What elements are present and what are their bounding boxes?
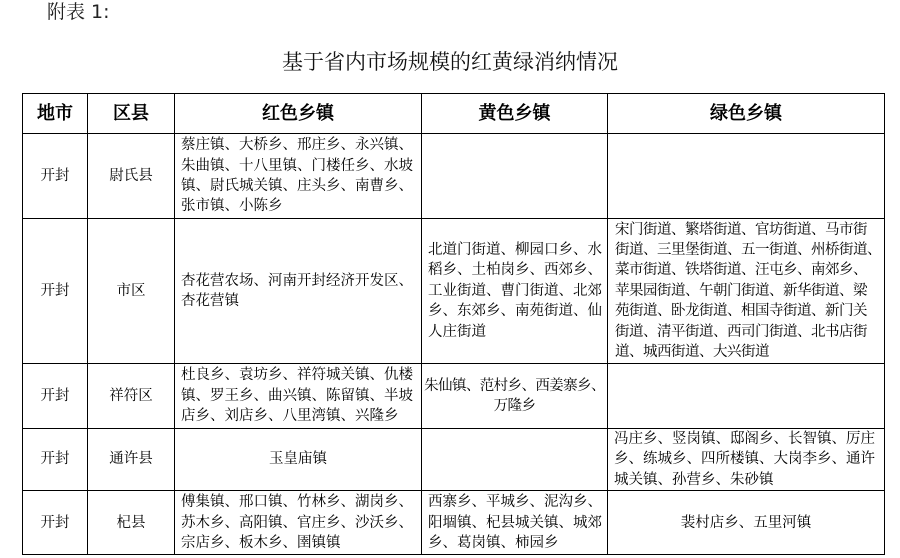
cell-city: 开封: [23, 134, 88, 219]
cell-green-towns: 裴村店乡、五里河镇: [608, 491, 885, 555]
cell-district: 杞县: [88, 491, 175, 555]
cell-red-towns: 杏花营农场、河南开封经济开发区、 杏花营镇: [175, 219, 422, 364]
table-row: [23, 219, 885, 364]
cell-yellow-towns: 朱仙镇、范村乡、西姜寨乡、 万隆乡: [422, 364, 608, 429]
header-green-towns: 绿色乡镇: [608, 94, 885, 134]
cell-red-towns: 蔡庄镇、大桥乡、邢庄乡、永兴镇、 朱曲镇、十八里镇、门楼任乡、水坡 镇、尉氏城关镇、庄头乡、南曹乡、 张市镇、小陈乡: [175, 134, 422, 219]
cell-yellow-towns: [422, 429, 608, 491]
table-row: [23, 364, 885, 429]
cell-district: 通许县: [88, 429, 175, 491]
cell-district: 市区: [88, 219, 175, 364]
header-row: [23, 94, 885, 134]
cell-city: 开封: [23, 429, 88, 491]
cell-city: 开封: [23, 364, 88, 429]
cell-red-towns: 杜良乡、袁坊乡、祥符城关镇、仇楼 镇、罗王乡、曲兴镇、陈留镇、半坡 店乡、刘店乡、八里湾镇、兴隆乡: [175, 364, 422, 429]
cell-yellow-towns: 西寨乡、平城乡、泥沟乡、 阳堌镇、杞县城关镇、城郊 乡、葛岗镇、柿园乡: [422, 491, 608, 555]
cell-green-towns: [608, 364, 885, 429]
cell-green-towns: 冯庄乡、竖岗镇、邸阁乡、长智镇、厉庄 乡、练城乡、四所楼镇、大岗李乡、通许 城关镇、孙营乡、朱砂镇: [608, 429, 885, 491]
cell-city: 开封: [23, 219, 88, 364]
cell-red-towns: 玉皇庙镇: [175, 429, 422, 491]
cell-district: 祥符区: [88, 364, 175, 429]
header-yellow-towns: 黄色乡镇: [422, 94, 608, 134]
appendix-label: 附表 1:: [47, 1, 110, 23]
cell-red-towns: 傅集镇、邢口镇、竹林乡、湖岗乡、 苏木乡、高阳镇、官庄乡、沙沃乡、 宗店乡、板木乡、圉镇镇: [175, 491, 422, 555]
cell-green-towns: 宋门街道、繁塔街道、官坊街道、马市街 街道、三里堡街道、五一街道、州桥街道、 菜市街道、铁塔街道、汪屯乡、南郊乡、 苹果园街道、午朝门街道、新华街道、梁 苑街道、卧龙街道、相国寺街道、新门关 街道、清平街道、西司门街道、北书店街 道、城西街道、大兴街道: [608, 219, 885, 364]
header-red-towns: 红色乡镇: [175, 94, 422, 134]
cell-city: 开封: [23, 491, 88, 555]
header-city: 地市: [23, 94, 88, 134]
table-row: [23, 491, 885, 555]
table-row: [23, 429, 885, 491]
table-title: 基于省内市场规模的红黄绿消纳情况: [282, 50, 618, 74]
cell-district: 尉氏县: [88, 134, 175, 219]
cell-green-towns: [608, 134, 885, 219]
table-row: [23, 134, 885, 219]
header-district: 区县: [88, 94, 175, 134]
cell-yellow-towns: 北道门街道、柳园口乡、水 稻乡、土柏岗乡、西郊乡、 工业街道、曹门街道、北郊 乡、东郊乡、南苑街道、仙 人庄街道: [422, 219, 608, 364]
consumption-table: [22, 93, 885, 555]
cell-yellow-towns: [422, 134, 608, 219]
